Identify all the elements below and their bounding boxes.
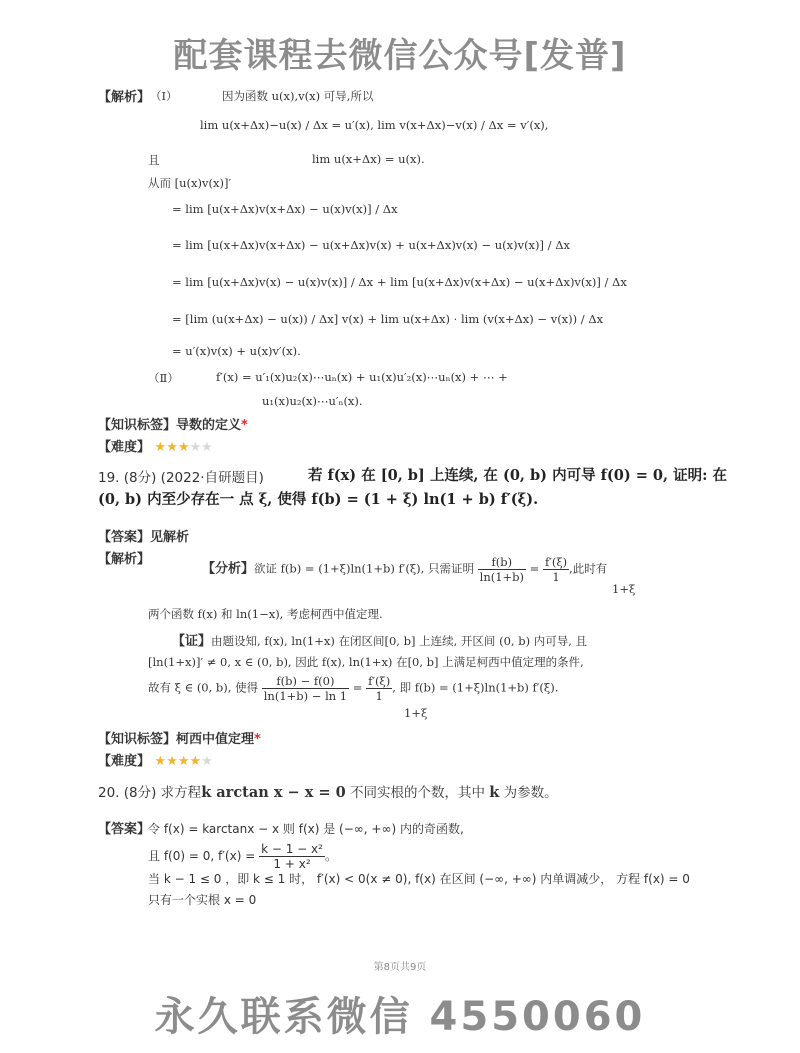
q18-step3: = lim [u(x+Δx)v(x) − u(x)v(x)] / Δx + lim [u(x+Δx)v(x+Δx) − u(x+Δx)v(x)] / Δx: [172, 275, 627, 289]
jiexi-tag-19: 【解析】: [98, 552, 151, 567]
q18-step1: = lim [u(x+Δx)v(x+Δx) − u(x)v(x)] / Δx: [172, 202, 398, 216]
q20-statement: 20. (8分) 求方程k arctan x − x = 0 不同实根的个数，其中 k 为参数。: [98, 784, 558, 801]
knowledge-label-18: 【知识标签】导数的定义*: [98, 418, 248, 433]
star-filled-icon: ★: [177, 754, 190, 769]
q18-limits-line: lim u(x+Δx)−u(x) / Δx = u′(x), lim v(x+Δx)−v(x) / Δx = v′(x),: [200, 118, 549, 132]
star-filled-icon: ★: [166, 440, 178, 455]
star-filled-icon: ★: [177, 440, 190, 455]
answer-label-20: 【答案】: [98, 822, 151, 837]
difficulty-label-19: 【难度】 ★★★★★: [98, 754, 213, 769]
knowledge-label-19: 【知识标签】柯西中值定理*: [98, 732, 261, 747]
jiexi-tag: 【解析】: [98, 90, 151, 105]
star-filled-icon: ★: [166, 754, 178, 769]
q18-intro: 因为函数 u(x),v(x) 可导,所以: [222, 89, 374, 103]
q20-a1: 令 f(x) = karctanx − x 则 f(x) 是 (−∞, +∞) 内的奇函数,: [148, 822, 464, 836]
answer-19: 见解析: [150, 530, 190, 545]
q19-statement-a: 若 f(x) 在 [0, b] 上连续, 在 (0, b) 内可导 f(0) = 0, 证明: 在: [308, 467, 728, 484]
q20-a2: 且 f(0) = 0, f′(x) = $\frac{\text{k − 1 − x²}}{\text{1 + x²}}$ 。: [148, 842, 337, 871]
star-filled-icon: ★: [189, 754, 202, 769]
knowledge-19: 柯西中值定理: [176, 732, 255, 747]
q19-head: 19. (8分) (2022·自研题目): [98, 470, 264, 486]
q18-step5: = u′(x)v(x) + u(x)v′(x).: [172, 344, 301, 358]
q19-statement-b: (0, b) 内至少存在一 点 ξ, 使得 f(b) = (1 + ξ) ln(1 + b) f′(ξ).: [98, 491, 539, 508]
page-footer: 第8页共9页: [373, 962, 427, 973]
q19-zheng1: 【证】由题设知, f(x), ln(1+x) 在闭区间[0, b] 上连续, 开区间 (0, b) 内可导, 且: [172, 634, 588, 649]
q18-congerr: 从而 [u(x)v(x)]′: [148, 176, 232, 190]
q18-continuity: lim u(x+Δx) = u(x).: [312, 152, 425, 166]
q19-zheng3-den2: 1+ξ: [404, 706, 428, 720]
difficulty-label-18: 【难度】 ★★★★★: [98, 440, 213, 455]
watermark-bottom: 永久联系微信 4550060: [154, 994, 646, 1040]
star-empty-icon: ★: [189, 440, 202, 455]
q19-line2: 两个函数 f(x) 和 ln(1−x), 考虑柯西中值定理.: [148, 607, 383, 621]
watermark-top: 配套课程去微信公众号[发普]: [173, 36, 627, 76]
part1-label: （Ⅰ）: [150, 89, 178, 103]
q18-step2: = lim [u(x+Δx)v(x+Δx) − u(x+Δx)v(x) + u(x+Δx)v(x) − u(x)v(x)] / Δx: [172, 238, 570, 252]
star-empty-icon: ★: [201, 754, 213, 769]
star-filled-icon: ★: [154, 754, 167, 769]
q19-fenxi-den2: 1+ξ: [612, 582, 636, 596]
q18-qie: 且: [148, 153, 160, 167]
q19-zheng3: 故有 ξ ∈ (0, b), 使得 $\frac{f(b) - f(0)}{\ln(1+b) - \ln 1}$ = $\frac{f'(\xi)}{1}$ , 即 f(b) = (1+ξ)ln(1+b) f′(ξ).: [148, 674, 559, 703]
difficulty-stars-18: [155, 440, 213, 455]
q18-part2-a: f′(x) = u′₁(x)u₂(x)⋯uₙ(x) + u₁(x)u′₂(x)⋯uₙ(x) + ⋯ +: [216, 370, 508, 384]
q20-a3: 当 k − 1 ≤ 0 ，即 k ≤ 1 时， f′(x) < 0(x ≠ 0), f(x) 在区间 (−∞, +∞) 内单调减少， 方程 f(x) = 0: [148, 872, 690, 886]
star-filled-icon: ★: [154, 440, 167, 455]
answer-label-19: 【答案】见解析: [98, 530, 190, 545]
q18-step4: = [lim (u(x+Δx) − u(x)) / Δx] v(x) + lim u(x+Δx) · lim (v(x+Δx) − v(x)) / Δx: [172, 312, 604, 326]
knowledge-18: 导数的定义: [176, 418, 242, 433]
q20-a4: 只有一个实根 x = 0: [148, 893, 257, 907]
q19-fenxi: 【分析】欲证 f(b) = (1+ξ)ln(1+b) f′(ξ), 只需证明 $\frac{f(b)}{\ln(1+b)}$ = $\frac{f'(\xi)}{1}$ ,此时有: [202, 555, 608, 584]
difficulty-stars-19: [155, 754, 213, 769]
star-empty-icon: ★: [201, 440, 213, 455]
part2-label: （Ⅱ）: [148, 371, 179, 385]
q18-part2-b: u₁(x)u₂(x)⋯u′ₙ(x).: [262, 394, 363, 408]
q19-zheng2: [ln(1+x)]′ ≠ 0, x ∈ (0, b), 因此 f(x), ln(1+x) 在[0, b] 上满足柯西中值定理的条件,: [148, 655, 584, 669]
